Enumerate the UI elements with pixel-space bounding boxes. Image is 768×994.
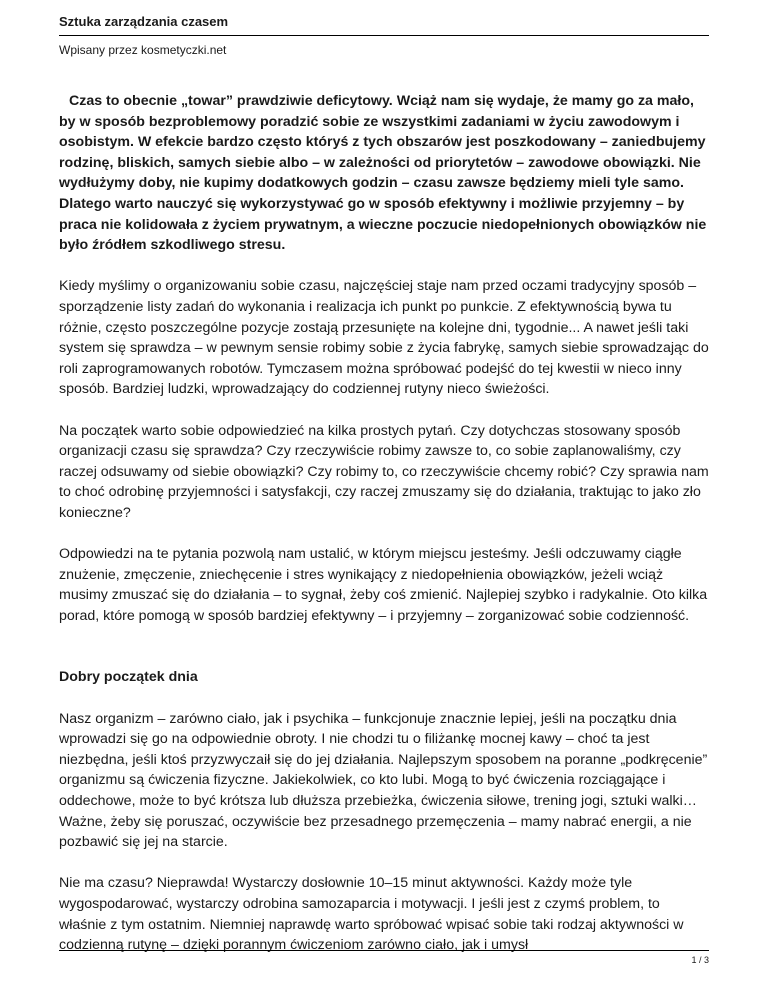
body-paragraph-2: Na początek warto sobie odpowiedzieć na kilka prostych pytań. Czy dotychczas stosowany sposób organizacji czasu się sprawdza? Czy rzeczywiście robimy zawsze to, co sobie zaplanowaliśmy, czy raczej odsuwamy od siebie obowiązki? Czy robimy to, co rzeczywiście chcemy robić? Czy sprawia nam to choć odrobinę przyjemności i satysfakcji, czy raczej zmuszamy się do działania, traktując to jako zło konieczne? [59,422,709,521]
body-paragraph-4: Nasz organizm – zarówno ciało, jak i psychika – funkcjonuje znacznie lepiej, jeśli na początku dnia wprowadzi się go na odpowiednie obroty. I nie chodzi tu o filiżankę mocnej kawy – choć ta jest niezbędna, jeśli ktoś przyzwyczaił się do jej działania. Najlepszym sposobem na poranne „podkręcenie” organizmu są ćwiczenia fizyczne. Jakiekolwiek, co kto lubi. Mogą to być ćwiczenia rozciągające i oddechowe, może to być krótsza lub dłuższa przebieżka, ćwiczenia siłowe, trening jogi, sztuki walki… Ważne, żeby się poruszać, oczywiście bez przesadnego przemęczenia – mamy nabrać energii, a nie pozbawić się jej na starcie. [59,710,708,851]
body-paragraph-5: Nie ma czasu? Nieprawda! Wystarczy dosłownie 10–15 minut aktywności. Każdy może tyle wygospodarować, wystarczy odrobina samozaparcia i motywacji. I jeśli jest z czymś problem, to właśnie z tym ostatnim. Niemniej naprawdę warto spróbować wpisać sobie taki rodzaj aktywności w codzienną rutynę – dzięki porannym ćwiczeniom zarówno ciało, jak i umysł [59,875,684,954]
document-title: Sztuka zarządzania czasem [59,14,229,29]
page-footer [59,950,709,966]
lead-paragraph: Czas to obecnie „towar” prawdziwie deficytowy. Wciąż nam się wydaje, że mamy go za mało, by w sposób bezproblemowy poradzić sobie ze wszystkimi zadaniami w życiu zawodowym i osobistym. W efekcie bardzo często któryś z tych obszarów jest poszkodowany – zaniedbujemy rodzinę, bliskich, samych siebie albo – w zależności od priorytetów – zawodowe obowiązki. Nie wydłużymy doby, nie kupimy dodatkowych godzin – czasu zawsze będziemy mieli tyle samo. Dlatego warto nauczyć się wykorzystywać go w sposób efektywny i możliwie przyjemny – by praca nie kolidowała z życiem prywatnym, a wieczne poczucie niedopełnionych obowiązków nie było źródłem szkodliwego stresu. [59,93,707,254]
body-paragraph-3: Odpowiedzi na te pytania pozwolą nam ustalić, w którym miejscu jesteśmy. Jeśli odczuwamy ciągłe znużenie, zmęczenie, zniechęcenie i stres wynikający z niedopełnienia obowiązków, jeżeli wciąż musimy zmuszać się do działania – to sygnał, żeby coś zmienić. Najlepiej szybko i radykalnie. Oto kilka porad, które pomogą w sposób bardziej efektywny – i przyjemny – zorganizować sobie codzienność. [59,546,708,624]
body-paragraph-1: Kiedy myślimy o organizowaniu sobie czasu, najczęściej staje nam przed oczami tradycyjny sposób – sporządzenie listy zadań do wykonania i realizacja ich punkt po punkcie. Z efektywnością bywa tu różnie, często poszczególne pozycje zostają przesunięte na kolejne dni, tygodnie... A nawet jeśli taki system się sprawdza – w pewnym sensie robimy sobie z życia fabrykę, samych siebie sprowadzając do roli zaprogramowanych robotów. Tymczasem można spróbować podejść do tej kwestii w nieco inny sposób. Bardziej ludzki, wprowadzający do codziennej rutyny nieco świeżości. [59,278,709,398]
footer-divider [59,950,709,951]
section-heading: Dobry początek dnia [59,669,198,686]
author-byline: Wpisany przez kosmetyczki.net [59,43,227,57]
page-header [59,9,709,58]
page-number: 1 / 3 [691,955,709,965]
article-body [59,91,711,976]
header-divider [59,35,709,36]
